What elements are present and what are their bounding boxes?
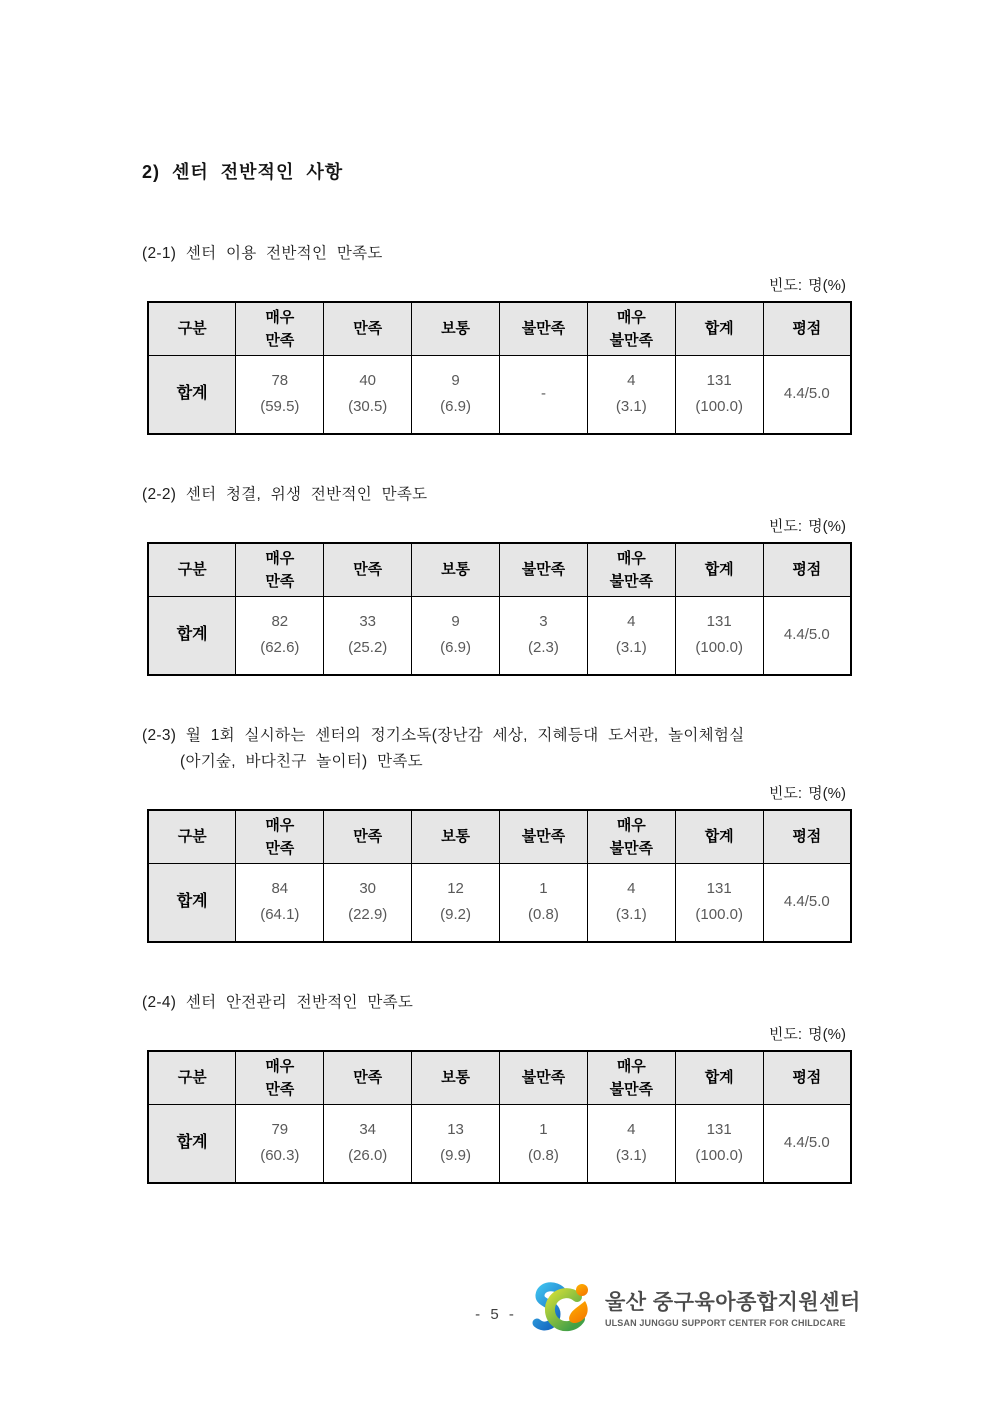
column-header-line: 보통 xyxy=(441,828,471,846)
score-cell: 4.4/5.0 xyxy=(763,1104,851,1183)
column-header xyxy=(148,543,236,596)
cell-count: 78 xyxy=(271,372,289,390)
data-cell xyxy=(236,596,324,675)
data-cell xyxy=(324,355,412,434)
cell-count: 84 xyxy=(271,880,289,898)
cell-count: 131 xyxy=(706,613,732,631)
score-cell: 4.4/5.0 xyxy=(763,596,851,675)
frequency-unit-label: 빈도: 명(%) xyxy=(768,518,846,535)
column-header xyxy=(412,543,500,596)
cell-percent: (6.9) xyxy=(440,398,471,416)
column-header xyxy=(675,543,763,596)
data-cell xyxy=(587,355,675,434)
data-cell xyxy=(587,863,675,942)
cell-count: 131 xyxy=(706,1121,732,1139)
cell-percent: (9.2) xyxy=(440,906,471,924)
section-title-line2: (아기숲, 바다친구 놀이터) 만족도 xyxy=(180,753,423,770)
sections xyxy=(142,244,857,1184)
column-header-line: 평점 xyxy=(792,320,822,338)
cell-percent: (25.2) xyxy=(348,639,388,657)
section-title xyxy=(142,244,857,263)
column-header xyxy=(324,810,412,863)
column-header-line: 평점 xyxy=(792,561,822,579)
section-title xyxy=(142,485,857,504)
data-cell xyxy=(500,1104,588,1183)
data-cell xyxy=(500,596,588,675)
table-data-row xyxy=(148,863,851,942)
logo-subtitle-english: ULSAN JUNGGU SUPPORT CENTER FOR CHILDCARE xyxy=(605,1317,846,1328)
column-header xyxy=(587,543,675,596)
section-title-line1: (2-1) 센터 이용 전반적인 만족도 xyxy=(142,245,383,262)
satisfaction-table xyxy=(147,1050,852,1184)
column-header xyxy=(236,810,324,863)
column-header xyxy=(675,302,763,355)
table-data-row xyxy=(148,355,851,434)
column-header-line: 불만족 xyxy=(521,320,566,338)
column-header-line: 만족 xyxy=(353,320,383,338)
column-header xyxy=(412,1051,500,1104)
column-header-line: 만족 xyxy=(265,1080,295,1098)
cell-count: - xyxy=(540,385,546,403)
column-header-line: 매우 xyxy=(616,308,646,326)
cell-percent: (3.1) xyxy=(615,398,647,416)
data-cell xyxy=(236,1104,324,1183)
data-cell xyxy=(500,863,588,942)
column-header xyxy=(675,1051,763,1104)
cell-count: 1 xyxy=(539,1121,548,1139)
column-header-line: 만족 xyxy=(265,572,295,590)
column-header-line: 불만족 xyxy=(609,1080,654,1098)
data-cell xyxy=(587,1104,675,1183)
cell-count: 79 xyxy=(271,1121,289,1139)
table-header-row xyxy=(148,810,851,863)
column-header-line: 합계 xyxy=(704,320,734,338)
column-header-line: 평점 xyxy=(792,828,822,846)
column-header xyxy=(587,1051,675,1104)
column-header-line: 불만족 xyxy=(521,1069,566,1087)
column-header xyxy=(148,302,236,355)
section-title xyxy=(142,726,857,771)
cell-count: 40 xyxy=(359,372,377,390)
row-label: 합계 xyxy=(148,596,236,675)
data-cell xyxy=(236,355,324,434)
column-header xyxy=(500,302,588,355)
table-header-row xyxy=(148,302,851,355)
data-cell xyxy=(412,355,500,434)
column-header-line: 매우 xyxy=(265,816,295,834)
page-title: 2) 센터 전반적인 사항 xyxy=(142,162,344,182)
column-header-line: 만족 xyxy=(353,561,383,579)
column-header-line: 합계 xyxy=(704,828,734,846)
column-header-line: 보통 xyxy=(441,561,471,579)
column-header xyxy=(236,1051,324,1104)
logo-text xyxy=(605,1291,861,1328)
data-cell xyxy=(675,355,763,434)
score-cell: 4.4/5.0 xyxy=(763,863,851,942)
column-header xyxy=(412,302,500,355)
data-cell xyxy=(500,355,588,434)
cell-count: 33 xyxy=(359,613,377,631)
cell-percent: (2.3) xyxy=(528,639,559,657)
column-header-line: 합계 xyxy=(704,1069,734,1087)
cell-percent: (30.5) xyxy=(348,398,388,416)
column-header xyxy=(412,810,500,863)
column-header-line: 구분 xyxy=(177,561,207,579)
cell-count: 131 xyxy=(706,880,732,898)
column-header-line: 구분 xyxy=(177,1069,207,1087)
survey-section xyxy=(142,244,857,435)
data-cell xyxy=(412,596,500,675)
column-header-line: 구분 xyxy=(177,828,207,846)
score-cell: 4.4/5.0 xyxy=(763,355,851,434)
data-cell xyxy=(587,596,675,675)
cell-count: 9 xyxy=(451,372,460,390)
column-header-line: 만족 xyxy=(265,839,295,857)
column-header-line: 매우 xyxy=(616,816,646,834)
frequency-unit-label: 빈도: 명(%) xyxy=(768,785,846,802)
column-header-line: 만족 xyxy=(265,331,295,349)
column-header xyxy=(500,1051,588,1104)
column-header xyxy=(675,810,763,863)
logo-title-korean: 울산 중구육아종합지원센터 xyxy=(605,1290,861,1314)
column-header-line: 매우 xyxy=(265,1057,295,1075)
cell-count: 82 xyxy=(271,613,289,631)
table-data-row xyxy=(148,1104,851,1183)
row-label: 합계 xyxy=(148,1104,236,1183)
footer-logo xyxy=(532,1278,861,1340)
column-header-line: 평점 xyxy=(792,1069,822,1087)
cell-percent: (3.1) xyxy=(615,906,647,924)
cell-count: 131 xyxy=(706,372,732,390)
cell-count: 30 xyxy=(359,880,377,898)
satisfaction-table xyxy=(147,301,852,435)
column-header-line: 불만족 xyxy=(521,828,566,846)
column-header xyxy=(236,302,324,355)
section-title xyxy=(142,993,857,1012)
section-title-line1: (2-4) 센터 안전관리 전반적인 만족도 xyxy=(142,994,414,1011)
cell-percent: (64.1) xyxy=(260,906,300,924)
column-header xyxy=(500,543,588,596)
data-cell xyxy=(324,1104,412,1183)
column-header-line: 보통 xyxy=(441,320,471,338)
row-label: 합계 xyxy=(148,863,236,942)
cell-percent: (100.0) xyxy=(695,398,743,416)
cell-count: 34 xyxy=(359,1121,377,1139)
survey-section xyxy=(142,726,857,943)
cell-count: 4 xyxy=(627,1121,636,1139)
frequency-unit-label: 빈도: 명(%) xyxy=(768,277,846,294)
cell-percent: (62.6) xyxy=(260,639,300,657)
column-header xyxy=(324,1051,412,1104)
section-title-line1: (2-3) 월 1회 실시하는 센터의 정기소독(장난감 세상, 지혜등대 도서관, 놀이체험실 xyxy=(142,727,745,744)
cell-percent: (22.9) xyxy=(348,906,388,924)
column-header-line: 매우 xyxy=(616,1057,646,1075)
row-label: 합계 xyxy=(148,355,236,434)
column-header-line: 불만족 xyxy=(609,572,654,590)
column-header xyxy=(500,810,588,863)
data-cell xyxy=(324,863,412,942)
column-header-line: 구분 xyxy=(177,320,207,338)
cell-count: 4 xyxy=(627,372,636,390)
column-header xyxy=(324,543,412,596)
section-title-line1: (2-2) 센터 청결, 위생 전반적인 만족도 xyxy=(142,486,428,503)
column-header-line: 불만족 xyxy=(609,331,654,349)
column-header-line: 불만족 xyxy=(609,839,654,857)
cell-percent: (3.1) xyxy=(615,639,647,657)
cell-percent: (100.0) xyxy=(695,639,743,657)
column-header-line: 만족 xyxy=(353,828,383,846)
cell-percent: (60.3) xyxy=(260,1147,300,1165)
cell-count: 4 xyxy=(627,880,636,898)
data-cell xyxy=(675,1104,763,1183)
data-cell xyxy=(675,863,763,942)
cell-count: 1 xyxy=(539,880,548,898)
cell-percent: (3.1) xyxy=(615,1147,647,1165)
childcare-center-logo-icon xyxy=(532,1278,596,1340)
column-header-line: 만족 xyxy=(353,1069,383,1087)
column-header-line: 합계 xyxy=(704,561,734,579)
satisfaction-table xyxy=(147,809,852,943)
page-number: - 5 - xyxy=(475,1306,517,1323)
column-header xyxy=(763,810,851,863)
cell-percent: (100.0) xyxy=(695,906,743,924)
data-cell xyxy=(412,1104,500,1183)
column-header xyxy=(587,302,675,355)
column-header xyxy=(148,810,236,863)
column-header xyxy=(763,543,851,596)
table-header-row xyxy=(148,1051,851,1104)
column-header xyxy=(587,810,675,863)
cell-count: 4 xyxy=(627,613,636,631)
cell-percent: (26.0) xyxy=(348,1147,388,1165)
frequency-unit-label: 빈도: 명(%) xyxy=(768,1026,846,1043)
satisfaction-table xyxy=(147,542,852,676)
data-cell xyxy=(675,596,763,675)
data-cell xyxy=(236,863,324,942)
data-cell xyxy=(412,863,500,942)
column-header-line: 불만족 xyxy=(521,561,566,579)
survey-section xyxy=(142,485,857,676)
cell-count: 3 xyxy=(539,613,548,631)
cell-percent: (0.8) xyxy=(528,1147,559,1165)
column-header-line: 매우 xyxy=(265,308,295,326)
column-header-line: 매우 xyxy=(265,549,295,567)
column-header xyxy=(324,302,412,355)
column-header xyxy=(763,302,851,355)
cell-percent: (59.5) xyxy=(260,398,300,416)
table-data-row xyxy=(148,596,851,675)
cell-count: 13 xyxy=(447,1121,464,1139)
cell-percent: (6.9) xyxy=(440,639,471,657)
cell-percent: (0.8) xyxy=(528,906,559,924)
data-cell xyxy=(324,596,412,675)
table-header-row xyxy=(148,543,851,596)
cell-count: 12 xyxy=(447,880,464,898)
column-header-line: 보통 xyxy=(441,1069,471,1087)
cell-percent: (9.9) xyxy=(440,1147,471,1165)
cell-percent: (100.0) xyxy=(695,1147,743,1165)
survey-section xyxy=(142,993,857,1184)
cell-count: 9 xyxy=(451,613,460,631)
column-header-line: 매우 xyxy=(616,549,646,567)
column-header xyxy=(148,1051,236,1104)
column-header xyxy=(236,543,324,596)
column-header xyxy=(763,1051,851,1104)
